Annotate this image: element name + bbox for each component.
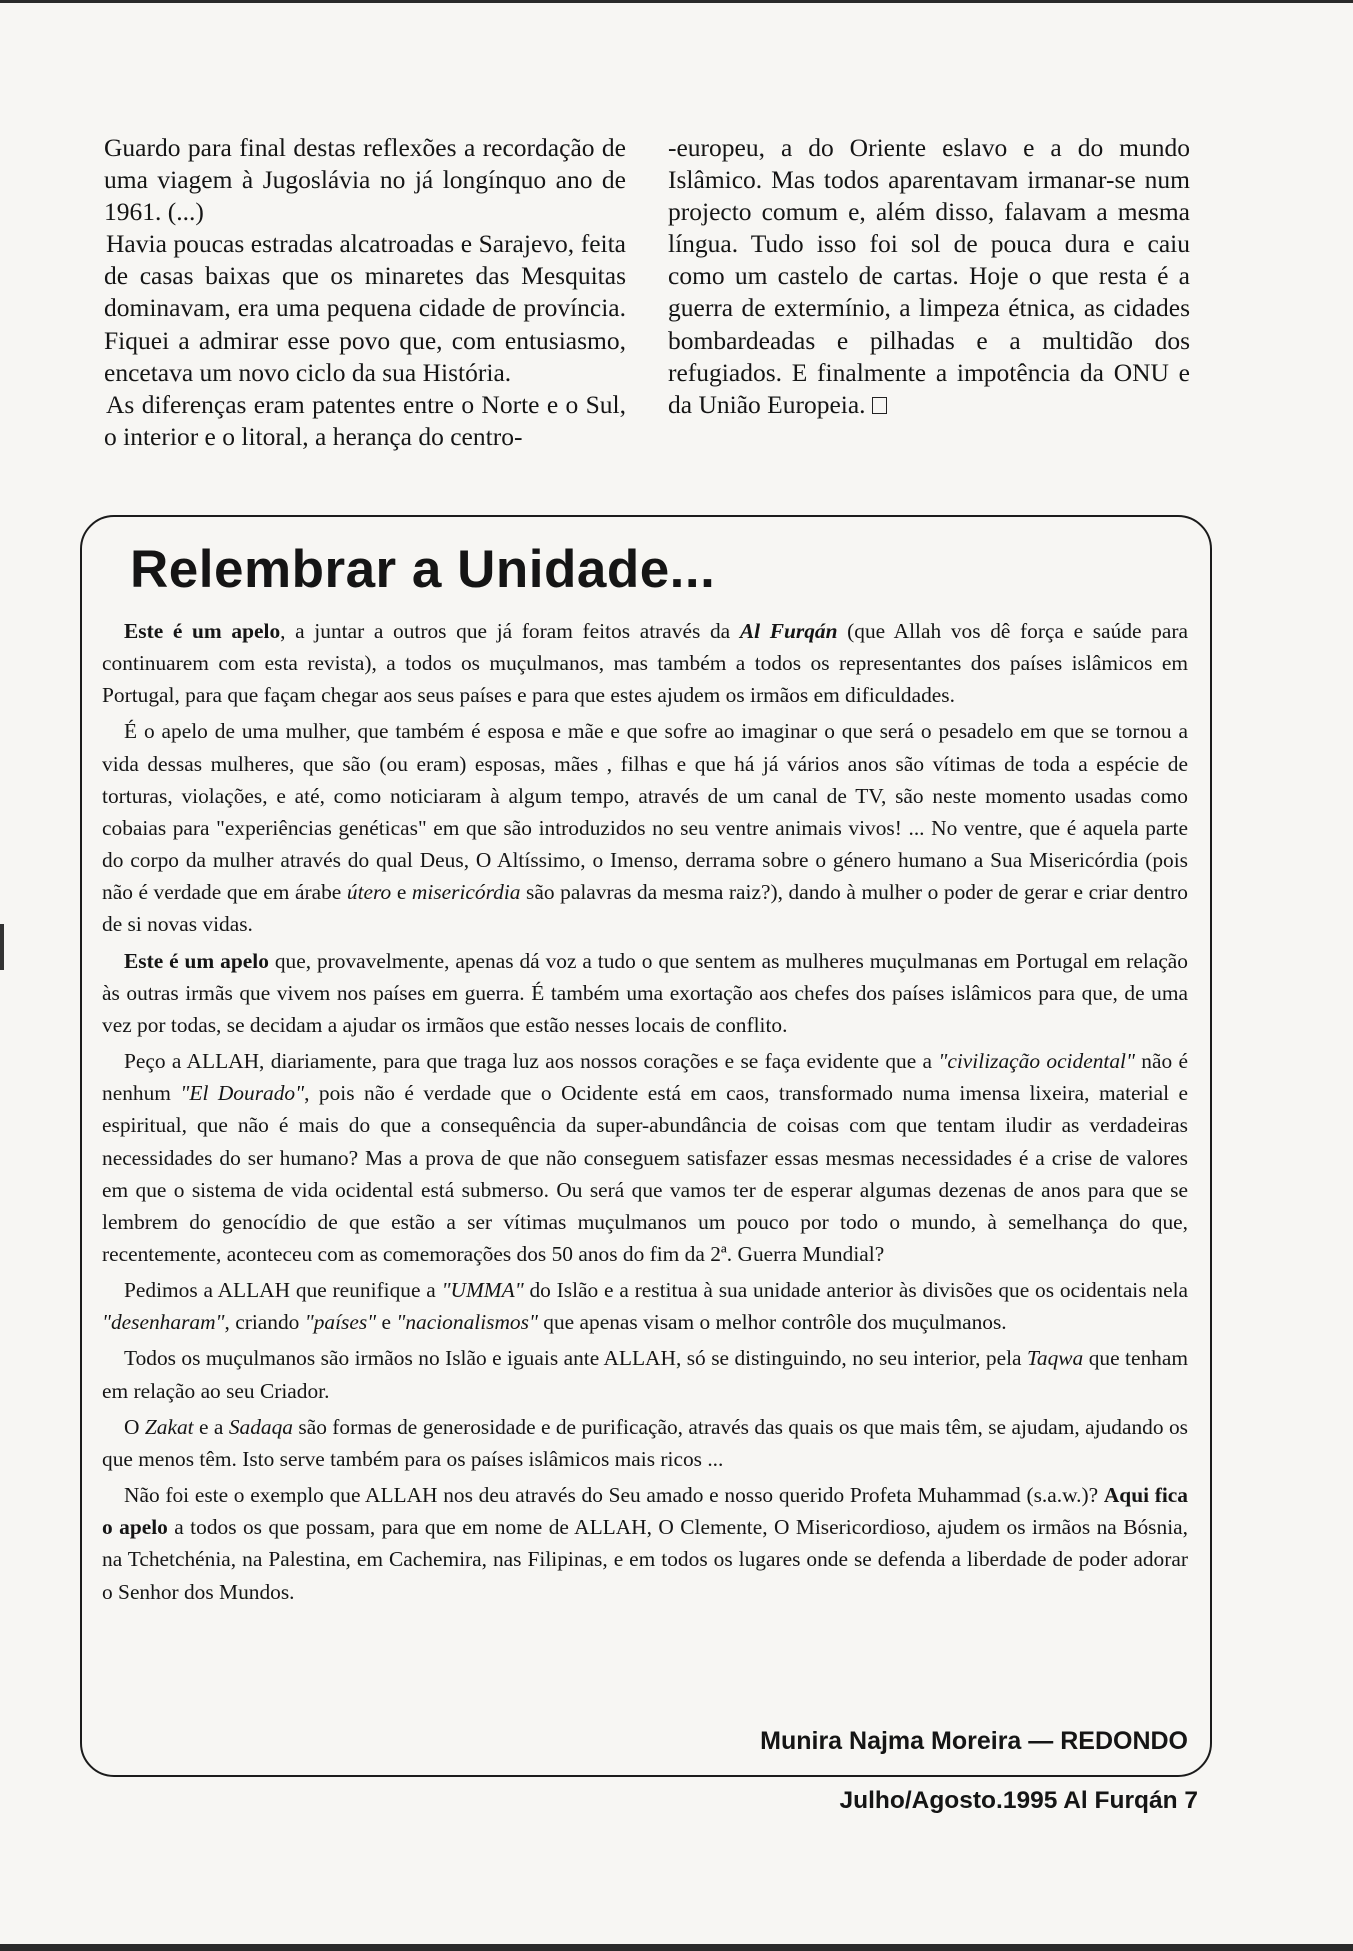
paragraph (102, 1342, 1188, 1406)
bold-lead: Este é um apelo (124, 948, 269, 973)
paragraph (102, 1045, 1188, 1270)
text-run: Pedimos a ALLAH que reunifique a (124, 1278, 442, 1303)
italic-quote: "nacionalismos" (396, 1310, 538, 1335)
text-run: são formas de generosidade e de purificação, através das quais os que mais têm, se ajudam, ajudando os que menos têm. Isto serve também para os países islâmicos mais ricos ... (102, 1414, 1188, 1471)
italic-quote: "desenharam" (102, 1310, 225, 1335)
page-bottom-edge (0, 1944, 1353, 1951)
bold-lead: Este é um apelo (124, 619, 281, 643)
italic-quote: "países" (304, 1310, 377, 1335)
bold-lead: Aqui fica o apelo (102, 1483, 1188, 1540)
paragraph: Havia poucas estradas alcatroadas e Sarajevo, feita de casas baixas que os minaretes das Mesquitas dominavam, era uma pequena cidade de província. Fiquei a admirar esse povo que, com entusiasmo, encetava um novo ciclo da sua História. (104, 229, 626, 387)
author-signature: Munira Najma Moreira — REDONDO (760, 1727, 1188, 1755)
italic-term: Taqwa (1026, 1346, 1084, 1371)
scan-binding-mark (0, 924, 4, 970)
paragraph (668, 132, 1190, 421)
italic-quote: "UMMA" (441, 1278, 524, 1303)
text-run: e (376, 1310, 397, 1335)
text-run: O (124, 1414, 145, 1439)
text-run: que, provavelmente, apenas dá voz a tudo o que sentem as mulheres muçulmanas em Portugal em relação às outras irmãs que vivem nos países em guerra. É também uma exortação aos chefes dos países islâmicos para que, de uma vez por todas, se decidam a ajudar os irmãos que estão nesses locais de conflito. (102, 948, 1188, 1037)
text-run: que apenas visam o melhor contrôle dos muçulmanos. (537, 1310, 1007, 1335)
article-continuation (104, 132, 1212, 508)
page-footer: Julho/Agosto.1995 Al Furqán 7 (839, 1787, 1198, 1814)
right-column (668, 132, 1190, 421)
text-run: não é nenhum (102, 1049, 1188, 1106)
paragraph: Guardo para final destas reflexões a recordação de uma viagem à Jugoslávia no já longínquo ano de 1961. (...) (104, 133, 626, 227)
text-run: É o apelo de uma mulher, que também é esposa e mãe e que sofre ao imaginar o que será o pesadelo em que se tornou a vida dessas mulheres, que são (ou eram) esposas, mães , filhas e que há já vários anos são vítimas de toda a espécie de torturas, violações, e até, como noticiaram à algum tempo, através de um canal de TV, são neste momento usadas como cobaias para "experiências genéticas" em que são introduzidos no seu ventre animais vivos! ... No ventre, que é aquela parte do corpo da mulher através do qual Deus, O Altíssimo, o Imenso, derrama sobre o género humano a Sua Misericórdia (pois não é verdade que em árabe (102, 719, 1188, 905)
paragraph (102, 615, 1188, 711)
text-run: do Islão e a restitua à sua unidade anterior às divisões que os ocidentais nela (523, 1278, 1189, 1303)
italic-term: Sadaqa (228, 1414, 293, 1439)
end-of-article-icon (872, 397, 887, 414)
paragraph (102, 945, 1188, 1041)
box-body (102, 615, 1188, 1612)
italic-term: Zakat (144, 1414, 194, 1439)
paragraph-text: -europeu, a do Oriente eslavo e a do mundo Islâmico. Mas todos aparentavam irmanar-se num projecto comum e, além disso, falavam a mesma língua. Tudo isso foi sol de pouca dura e caiu como um castelo de cartas. Hoje o que resta é a guerra de extermínio, a limpeza étnica, as cidades bombardeadas e pilhadas e a multidão dos refugiados. E finalmente a impotência da ONU e da União Europeia. (668, 133, 1190, 419)
text-run: que tenham em relação ao seu Criador. (102, 1346, 1188, 1403)
appeal-box (80, 515, 1212, 1777)
paragraph (102, 715, 1188, 940)
paragraph (102, 1274, 1188, 1338)
italic-quote: "El Dourado" (180, 1081, 305, 1106)
text-run: (que Allah vos dê força e saúde para continuarem com esta revista), a todos os muçulmanos, mas também a todos os representantes dos países islâmicos em Portugal, para que façam chegar aos seus países e para que estes ajudem os irmãos em dificuldades. (102, 619, 1188, 708)
text-run: e a (193, 1414, 229, 1439)
text-run: , criando (224, 1310, 305, 1335)
text-run: Peço a ALLAH, diariamente, para que traga luz aos nossos corações e se faça evidente que a (124, 1049, 939, 1074)
text-run: a todos os que possam, para que em nome de ALLAH, O Clemente, O Misericordioso, ajudem os irmãos na Bósnia, na Tchetchénia, na Palestina, em Cachemira, nas Filipinas, e em todos os lugares onde se defenda a liberdade de poder adorar o Senhor dos Mundos. (102, 1515, 1188, 1604)
text-run: são palavras da mesma raiz?), dando à mulher o poder de gerar e criar dentro de si novas vidas. (102, 880, 1188, 937)
paragraph: As diferenças eram patentes entre o Norte e o Sul, o interior e o litoral, a herança do centro- (104, 389, 626, 451)
italic-term: útero (346, 880, 392, 905)
paragraph (102, 1479, 1188, 1608)
left-column (104, 132, 626, 453)
italic-term: misericórdia (411, 880, 521, 905)
paragraph (102, 1411, 1188, 1475)
box-title: Relembrar a Unidade... (130, 540, 716, 599)
magazine-name: Al Furqán (739, 619, 838, 643)
text-run: e (391, 880, 412, 905)
text-run: Não foi este o exemplo que ALLAH nos deu através do Seu amado e nosso querido Profeta Muhammad (s.a.w.)? (124, 1483, 1104, 1508)
italic-quote: "civilização ocidental" (938, 1049, 1135, 1074)
text-run: , pois não é verdade que o Ocidente está em caos, transformado numa imensa lixeira, material e espiritual, que não é mais do que a consequência da super-abundância de coisas com que tentam iludir as verdadeiras necessidades do ser humano? Mas a prova de que não conseguem satisfazer essas mesmas necessidades é a crise de valores em que o sistema de vida ocidental está submerso. Ou será que vamos ter de esperar algumas dezenas de anos para que se lembrem do genocídio de que estão a ser vítimas muçulmanos um pouco por todo o mundo, à semelhança do que, recentemente, aconteceu com as comemorações dos 50 anos do fim da 2ª. Guerra Mundial? (102, 1081, 1188, 1266)
text-run: , a juntar a outros que já foram feitos através da (280, 619, 740, 643)
text-run: Todos os muçulmanos são irmãos no Islão e iguais ante ALLAH, só se distinguindo, no seu interior, pela (124, 1346, 1027, 1371)
page-top-edge (0, 0, 1353, 3)
